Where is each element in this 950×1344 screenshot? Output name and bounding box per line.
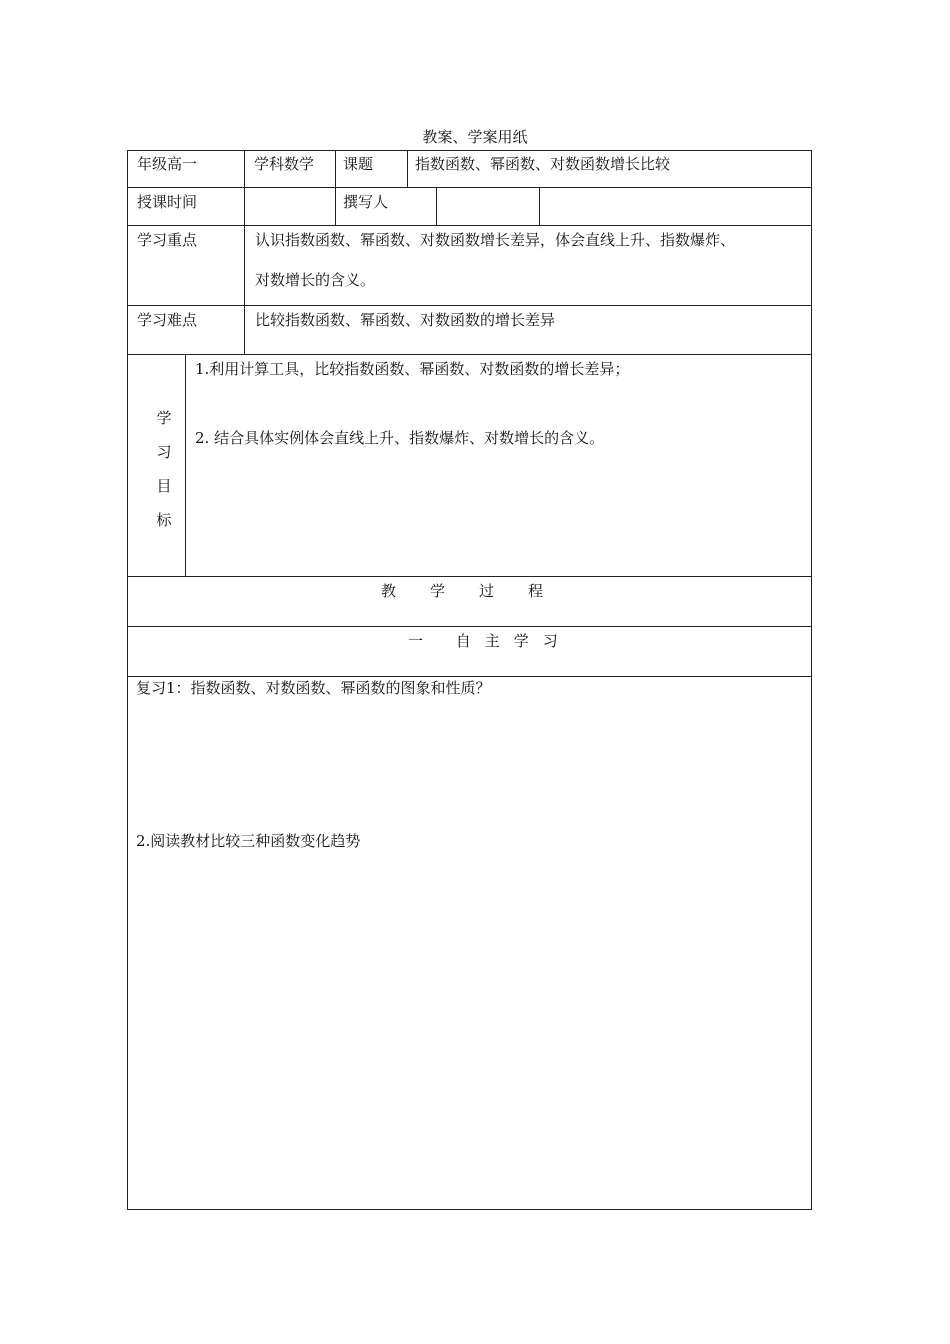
- key-points-label: 学习重点: [137, 231, 198, 249]
- goals-label-char-4: 标: [156, 511, 172, 529]
- goals-vertical-label: [154, 401, 174, 537]
- topic-label: 课题: [343, 155, 374, 173]
- review-cell: [127, 676, 812, 1210]
- process-heading-cell: [127, 576, 812, 627]
- goal-item-2: 2. 结合具体实例体会直线上升、指数爆炸、对数增长的含义。: [195, 429, 605, 447]
- grade-text: 年级高一: [137, 155, 198, 173]
- goals-label-cell: [127, 354, 186, 577]
- key-points-cell: [244, 225, 812, 306]
- class-time-value-cell: [244, 187, 336, 226]
- section-heading-cell: [127, 626, 812, 677]
- goal-item-1: 1.利用计算工具，比较指数函数、幂函数、对数函数的增长差异；: [195, 360, 630, 378]
- section-heading: 一 自主学习: [408, 632, 572, 650]
- difficulty-cell: [244, 305, 812, 355]
- author-label-cell: [335, 187, 437, 226]
- subject-cell: [244, 150, 336, 188]
- class-time-label-cell: [127, 187, 245, 226]
- difficulty-text: 比较指数函数、幂函数、对数函数的增长差异: [255, 311, 556, 329]
- author-label: 撰写人: [343, 193, 389, 211]
- key-points-label-cell: [127, 225, 245, 306]
- class-time-label: 授课时间: [137, 193, 198, 211]
- review-question-2: 2.阅读教材比较三种函数变化趋势: [136, 832, 361, 850]
- difficulty-label-cell: [127, 305, 245, 355]
- goals-label-char-3: 目: [156, 477, 172, 495]
- topic-text: 指数函数、幂函数、对数函数增长比较: [415, 155, 671, 173]
- extra-value-cell: [539, 187, 812, 226]
- goals-label-char-2: 习: [156, 443, 172, 461]
- goals-content-cell: [185, 354, 812, 577]
- process-heading: 教学过程: [381, 582, 578, 600]
- subject-text: 学科数学: [254, 155, 315, 173]
- page-title: 教案、学案用纸: [422, 128, 528, 146]
- key-points-line-1: 认识指数函数、幂函数、对数函数增长差异，体会直线上升、指数爆炸、: [255, 231, 736, 249]
- topic-cell: [407, 150, 812, 188]
- grade-cell: [127, 150, 245, 188]
- author-value-cell: [436, 187, 540, 226]
- review-question-1: 复习1：指数函数、对数函数、幂函数的图象和性质？: [136, 679, 491, 697]
- goals-label-char-1: 学: [156, 409, 172, 427]
- difficulty-label: 学习难点: [137, 311, 198, 329]
- topic-label-cell: [335, 150, 408, 188]
- key-points-line-2: 对数增长的含义。: [255, 271, 376, 289]
